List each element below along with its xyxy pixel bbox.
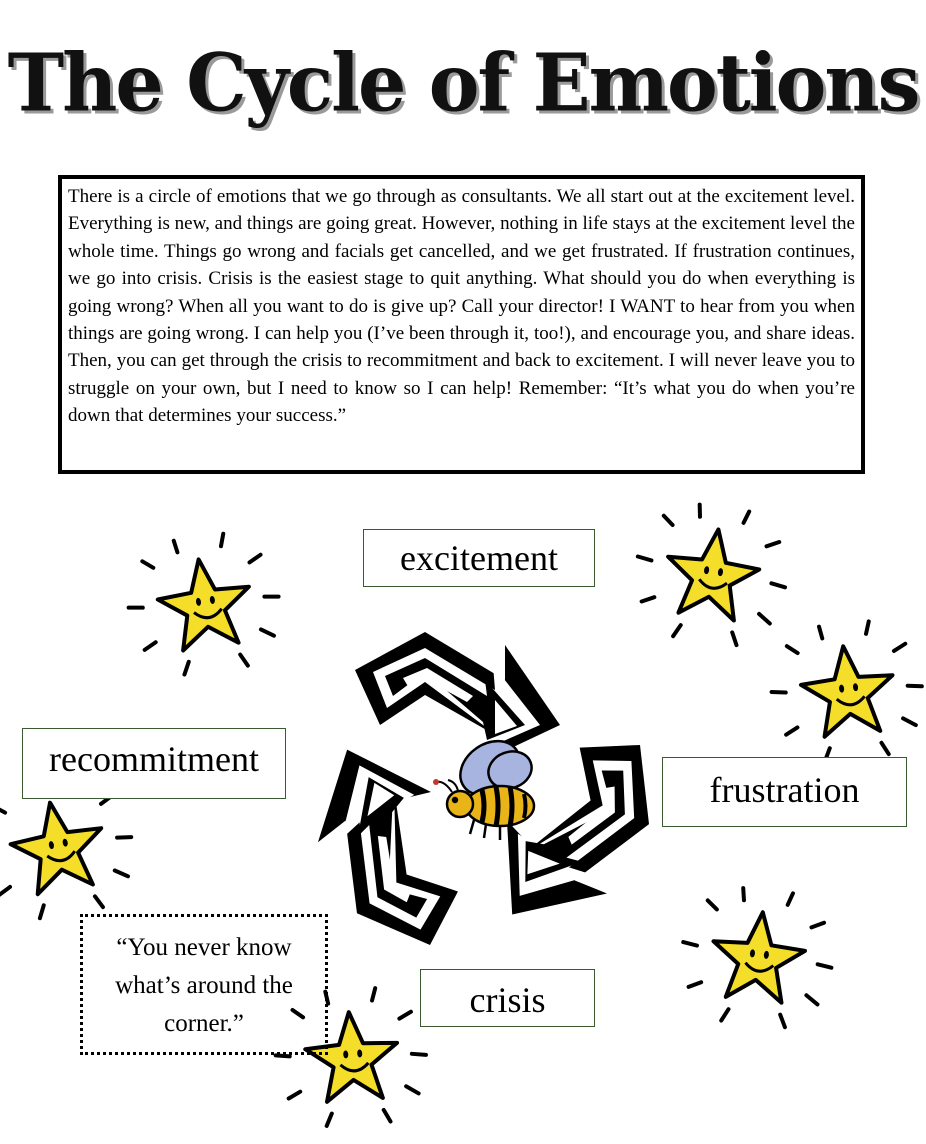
quote-box: “You never know what’s around the corner.”: [80, 914, 328, 1055]
intro-paragraph: There is a circle of emotions that we go through as consultants. We all start out at the excitement level. Everything is new, and things are going great. However, nothing in life stays at the excitement level the whole time. Things go wrong and facials get cancelled, and we get frustrated. If frustration continues, we go into crisis. Crisis is the easiest stage to quit anything. What should you do when everything is going wrong? When all you want to do is give up? Call your director! I WANT to hear from you when things are going wrong. I can help you (I’ve been through it, too!), and encourage you, and share ideas. Then, you can get through the crisis to recommitment and back to excitement. I will never leave you to struggle on your own, but I need to know so I can help! Remember: “It’s what you do when you’re down that determines your success.”: [68, 186, 855, 427]
stage-crisis-label: crisis: [420, 969, 595, 1027]
stage-frustration-label: frustration: [662, 757, 907, 827]
stage-recommitment-label: recommitment: [22, 728, 286, 799]
page-title: The Cycle of Emotions: [7, 35, 919, 130]
stage-excitement-label: excitement: [363, 529, 595, 587]
